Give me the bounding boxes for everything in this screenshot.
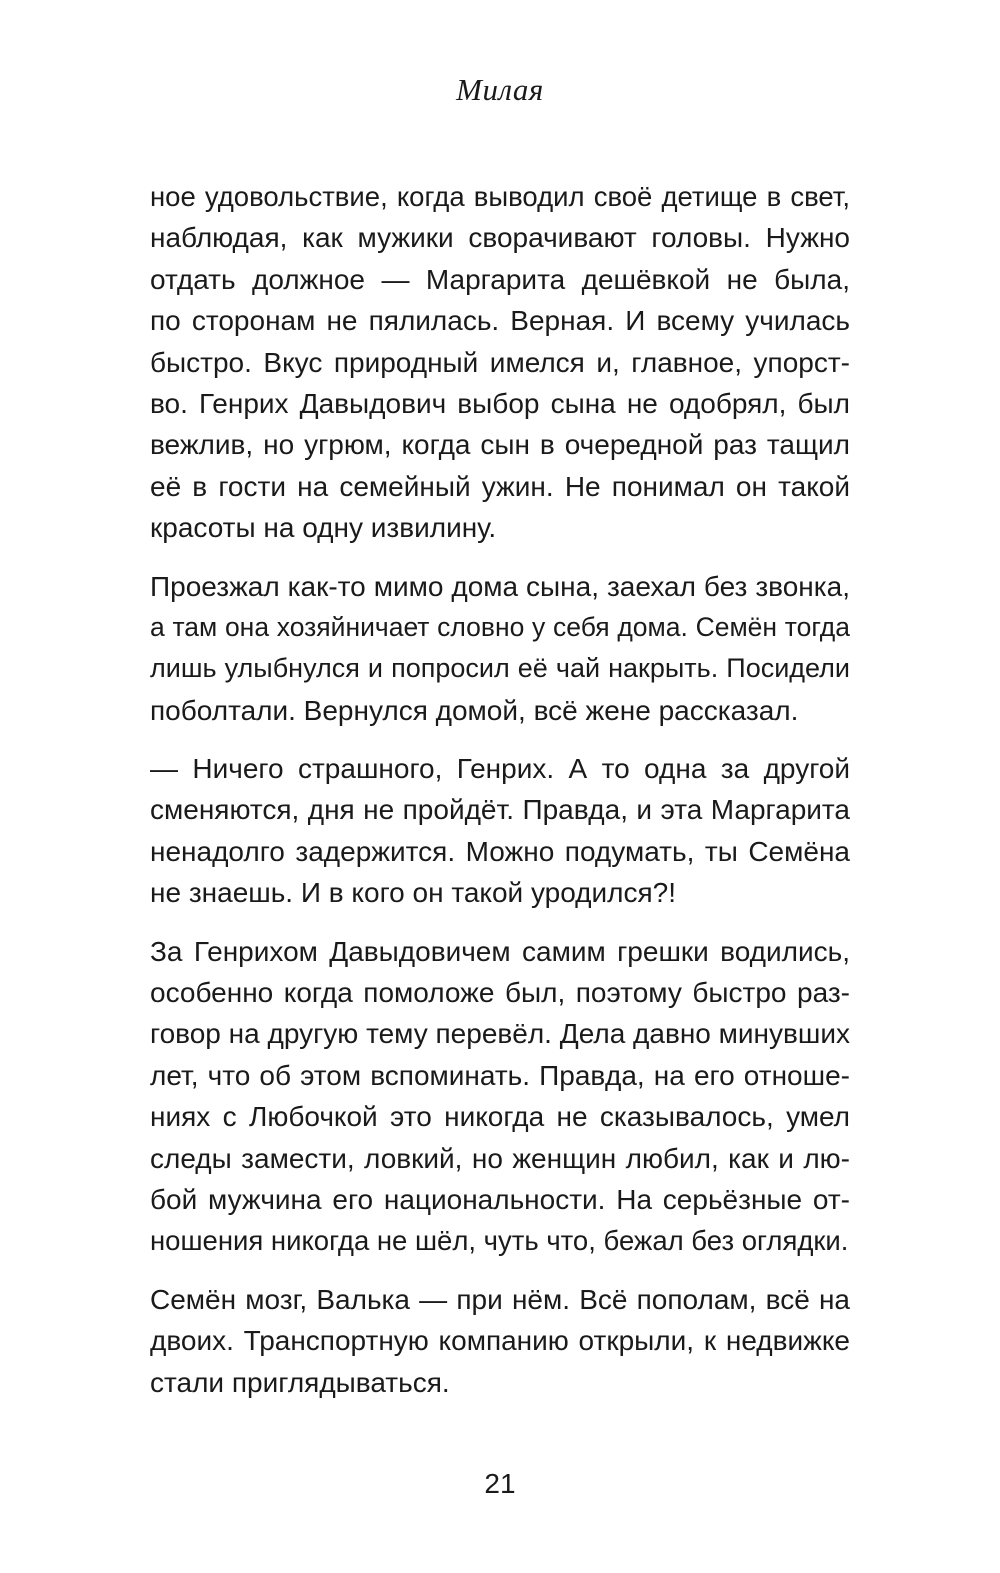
text-line: ношения никогда не шёл, чуть что, бежал без оглядки.	[150, 1225, 849, 1257]
body-text	[150, 176, 850, 1420]
text-line: стали приглядываться.	[150, 1366, 450, 1398]
text-line: особенно когда помоложе был, поэтому быстро раз-	[150, 977, 850, 1009]
paragraph	[150, 566, 850, 732]
paragraph	[150, 1279, 850, 1403]
text-line: её в гости на семейный ужин. Не понимал он такой	[150, 470, 850, 502]
text-line: вежлив, но угрюм, когда сын в очередной раз тащил	[150, 429, 850, 461]
text-line: говор на другую тему перевёл. Дела давно минувших	[150, 1018, 850, 1050]
text-line: — Ничего страшного, Генрих. А то одна за другой	[150, 753, 850, 785]
paragraph	[150, 748, 850, 914]
text-line: красоты на одну извилину.	[150, 512, 497, 544]
text-line: За Генрихом Давыдовичем самим грешки водились,	[150, 935, 850, 967]
text-line: а там она хозяйничает словно у себя дома. Семён тогда	[150, 611, 850, 642]
text-line: отдать должное — Маргарита дешёвкой не была,	[150, 263, 850, 295]
paragraph	[150, 176, 850, 549]
text-line: ное удовольствие, когда выводил своё детище в свет,	[150, 181, 850, 212]
text-line: сменяются, дня не пройдёт. Правда, и эта Маргарита	[150, 794, 850, 826]
text-line: лет, что об этом вспоминать. Правда, на его отноше-	[150, 1059, 850, 1091]
text-line: бой мужчина его национальности. На серьёзные от-	[150, 1183, 850, 1215]
text-line: наблюдая, как мужики сворачивают головы. Нужно	[150, 222, 850, 254]
text-line: по сторонам не пялилась. Верная. И всему училась	[150, 305, 850, 337]
text-line: лишь улыбнулся и попросил её чай накрыть. Посидели	[150, 653, 850, 684]
text-line: не знаешь. И в кого он такой уродился?!	[150, 877, 677, 909]
text-line: ненадолго задержится. Можно подумать, ты Семёна	[150, 835, 850, 867]
text-line: быстро. Вкус природный имелся и, главное, упорст-	[150, 346, 850, 378]
text-line: во. Генрих Давыдович выбор сына не одобрял, был	[150, 387, 850, 419]
page-number: 21	[484, 1468, 516, 1499]
text-line: следы замести, ловкий, но женщин любил, как и лю-	[150, 1142, 850, 1174]
text-line: ниях с Любочкой это никогда не сказывалось, умел	[150, 1101, 850, 1133]
text-line: поболтали. Вернулся домой, всё жене рассказал.	[150, 694, 799, 726]
running-head: Милая	[456, 72, 544, 107]
text-line: двоих. Транспортную компанию открыли, к недвижке	[150, 1325, 850, 1357]
text-line: Проезжал как-то мимо дома сына, заехал без звонка,	[150, 570, 850, 602]
text-line: Семён мозг, Валька — при нём. Всё пополам, всё на	[150, 1283, 850, 1315]
paragraph	[150, 931, 850, 1262]
